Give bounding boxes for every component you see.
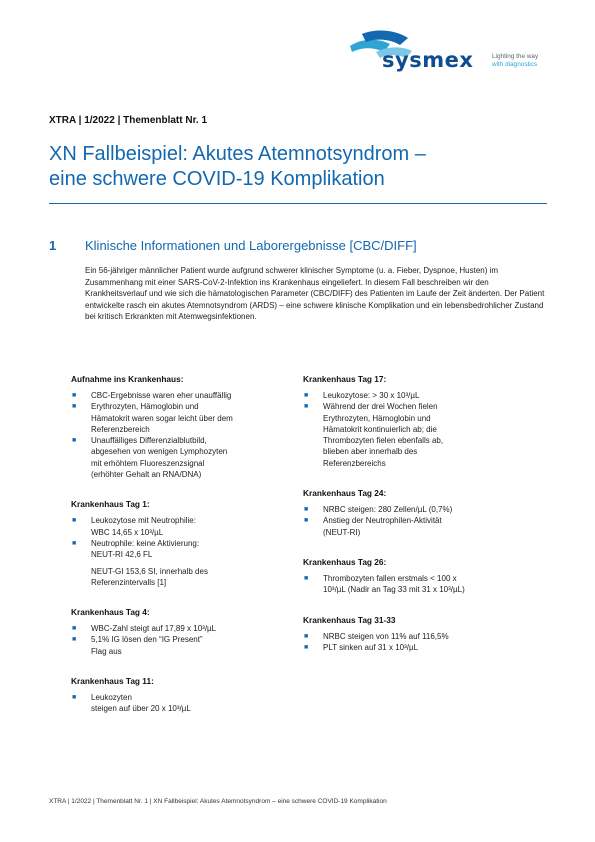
timeline-block — [71, 676, 306, 715]
list-item — [303, 401, 538, 469]
section-heading: Klinische Informationen und Laborergebnisse [CBC/DIFF] — [85, 238, 417, 253]
list-item — [71, 401, 309, 435]
timeline-heading: Krankenhaus Tag 24: — [303, 488, 387, 499]
bullet-icon: ■ — [72, 392, 77, 399]
bullet-icon: ■ — [304, 517, 309, 525]
title-line-2: eine schwere COVID-19 Komplikation — [49, 168, 385, 190]
bullet-icon: ■ — [72, 517, 77, 525]
timeline-block — [303, 615, 538, 654]
timeline-heading: Aufnahme ins Krankenhaus: — [71, 374, 184, 384]
timeline-heading: Krankenhaus Tag 4: — [71, 607, 150, 618]
bullet-icon: ■ — [304, 506, 309, 514]
bullet-icon: ■ — [72, 694, 77, 702]
bullet-icon: ■ — [72, 437, 77, 445]
title-divider — [49, 203, 547, 204]
section-number: 1 — [49, 238, 57, 253]
timeline-heading: Krankenhaus Tag 1: — [71, 499, 150, 510]
list-item-text: Erythrozyten, Hämoglobin und Hämatokrit waren sogar leicht über dem Referenzbereich — [91, 402, 233, 434]
bullet-list — [303, 631, 538, 654]
bullet-icon: ■ — [72, 625, 77, 633]
list-item — [71, 634, 309, 657]
list-item-text: Unauffälliges Differenzialblutbild, abgesehen von wenigen Lymphozyten mit erhöhtem Fluoreszenzsignal (erhöhter Gehalt an RNA/DNA) — [91, 436, 228, 480]
timeline-block — [303, 488, 538, 538]
list-item — [71, 623, 306, 634]
list-item-text: PLT sinken auf 31 x 10³/µL — [323, 642, 419, 652]
timeline-heading: Krankenhaus Tag 26: — [303, 556, 387, 567]
tagline-line-2: with diagnostics — [492, 61, 538, 68]
list-item-text: Neutrophile: keine Aktivierung: NEUT-RI 42,6 FL — [91, 538, 200, 560]
bullet-icon: ■ — [72, 539, 77, 547]
list-item — [303, 631, 538, 642]
bullet-list — [71, 692, 306, 715]
bullet-icon: ■ — [304, 403, 309, 411]
bullet-icon: ■ — [304, 392, 309, 399]
timeline-block — [303, 374, 538, 469]
bullet-list — [71, 390, 309, 480]
timeline-block — [71, 499, 309, 588]
list-item-text: Leukozytose: > 30 x 10³/µL — [323, 391, 420, 400]
list-item — [303, 573, 538, 596]
list-item — [303, 515, 538, 538]
bullet-icon: ■ — [304, 574, 309, 582]
list-item-text: WBC-Zahl steigt auf 17,89 x 10³/µL — [91, 624, 217, 634]
list-item-text: Leukozyten steigen auf über 20 x 10³/µL — [91, 693, 191, 714]
section-intro: Ein 56-jähriger männlicher Patient wurde aufgrund schwerer klinischer Symptome (u. a. Fieber, Dyspnoe, Husten) im Zusammenhang mit einer SARS-CoV-2-Infektion ins Krankenhaus eingeliefert. In diesem Fall beschreiben wir den Krankheitsverlauf und wie sich die hämatologischen Parameter (CBC/DIFF) des Patienten im Laufe der Zeit änderten. Der Patient entwickelte rasch ein akutes Atemnotsyndrom (ARDS) – eine schwere klinische Komplikation und ein lebensbedrohlicher Zustand bei kritisch Erkrankten mit Atemwegsinfektionen. — [85, 266, 545, 322]
list-item — [303, 504, 538, 515]
list-item-text: Leukozytose mit Neutrophilie: WBC 14,65 x 10³/µL — [91, 516, 196, 537]
bullet-icon: ■ — [304, 643, 309, 651]
list-item-text: CBC-Ergebnisse waren eher unauffällig — [91, 391, 232, 400]
bullet-icon: ■ — [72, 636, 77, 644]
tagline-line-1: Lighting the way — [492, 53, 539, 60]
list-item — [303, 642, 538, 653]
left-column — [71, 374, 309, 734]
title-line-1: XN Fallbeispiel: Akutes Atemnotsyndrom – — [49, 143, 426, 165]
timeline-heading: Krankenhaus Tag 17: — [303, 374, 387, 384]
bullet-list — [71, 515, 309, 588]
series-header: XTRA | 1/2022 | Themenblatt Nr. 1 — [49, 115, 208, 126]
timeline-block — [303, 557, 538, 596]
right-column — [303, 374, 538, 672]
timeline-block — [71, 374, 309, 480]
bullet-list — [303, 573, 538, 596]
list-item-text: Anstieg der Neutrophilen-Aktivität (NEUT-RI) — [323, 516, 442, 537]
page-title — [49, 142, 549, 192]
list-item-text: NRBC steigen: 280 Zellen/µL (0,7%) — [323, 505, 453, 515]
logo-wordmark: sysmex — [382, 48, 474, 72]
list-item-text: Während der drei Wochen fielen Erythrozyten, Hämoglobin und Hämatokrit kontinuierlich ab; die Thrombozyten fielen ebenfalls ab, blieben aber innerhalb des Referenzbereichs — [323, 402, 444, 468]
list-item-text: Thrombozyten fallen erstmals < 100 x 10³/µL (Nadir an Tag 33 mit 31 x 10³/µL) — [323, 573, 465, 595]
list-item — [71, 692, 306, 715]
timeline-block — [71, 607, 309, 657]
list-item — [303, 390, 538, 401]
logo-tagline — [492, 53, 538, 69]
bullet-list — [71, 623, 309, 657]
bullet-icon: ■ — [72, 403, 77, 411]
bullet-list — [303, 504, 538, 538]
timeline-heading: Krankenhaus Tag 31-33 — [303, 614, 396, 625]
list-item-text: NRBC steigen von 11% auf 116,5% — [323, 631, 449, 641]
page-footer: XTRA | 1/2022 | Themenblatt Nr. 1 | XN Fallbeispiel: Akutes Atemnotsyndrom – eine schwere COVID-19 Komplikation — [49, 798, 387, 805]
list-item-text: 5,1% IG lösen den “IG Present” Flag aus — [91, 635, 203, 656]
list-item-continuation: NEUT-GI 153,6 SI, innerhalb des Referenzintervalls [1] — [91, 566, 208, 587]
list-item — [71, 538, 306, 561]
list-item — [71, 435, 306, 480]
list-item — [71, 390, 309, 401]
bullet-icon: ■ — [304, 632, 309, 640]
list-item — [71, 515, 309, 538]
bullet-list — [303, 390, 538, 469]
timeline-heading: Krankenhaus Tag 11: — [71, 676, 154, 687]
